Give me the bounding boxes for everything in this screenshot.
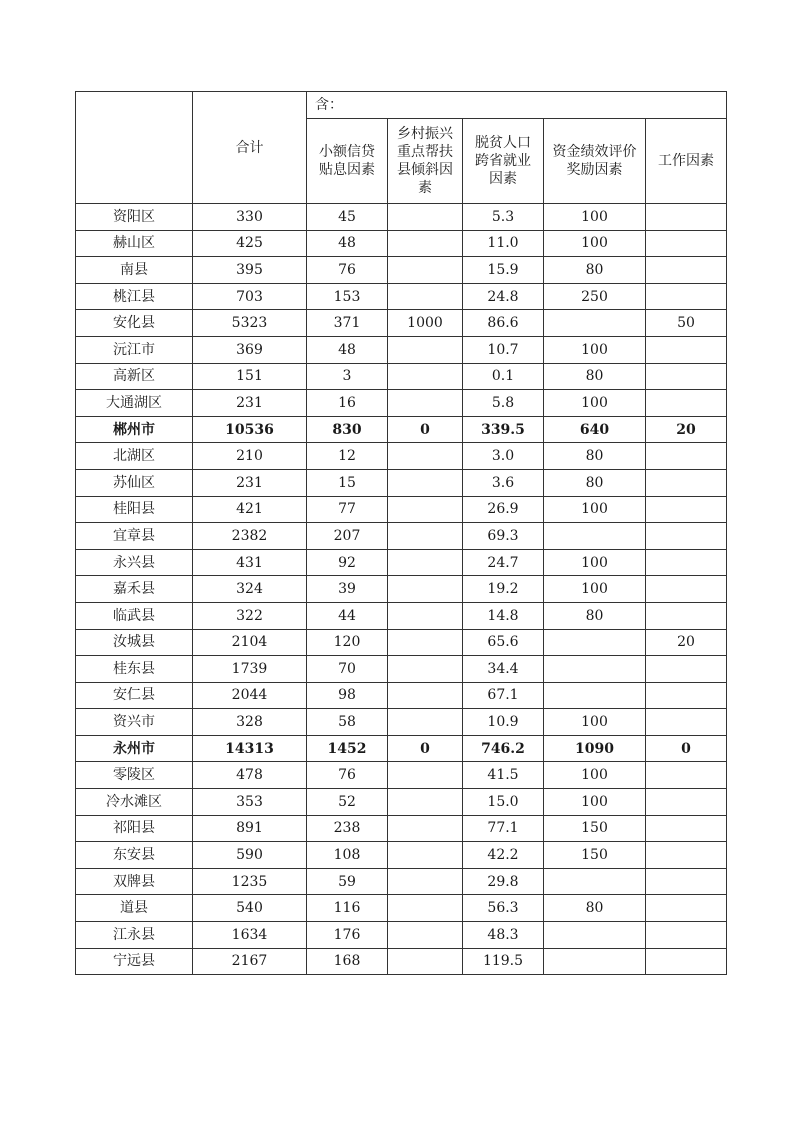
work-factor-cell [646,230,727,257]
cross-province-employment-cell: 26.9 [463,496,544,523]
microcredit-cell: 92 [307,549,388,576]
work-factor-cell [646,762,727,789]
table-row [76,576,727,603]
total-cell: 590 [193,842,307,869]
total-cell: 2167 [193,948,307,975]
cross-province-employment-cell: 69.3 [463,523,544,550]
work-factor-cell: 20 [646,416,727,443]
microcredit-cell: 12 [307,443,388,470]
rural-revitalization-cell [388,789,463,816]
city-subtotal-row [76,735,727,762]
microcredit-cell: 15 [307,469,388,496]
microcredit-cell: 48 [307,230,388,257]
performance-reward-cell [544,523,646,550]
work-factor-cell: 20 [646,629,727,656]
performance-reward-cell: 100 [544,230,646,257]
work-factor-cell: 0 [646,735,727,762]
total-cell: 421 [193,496,307,523]
city-subtotal-row [76,416,727,443]
microcredit-cell: 830 [307,416,388,443]
work-factor-cell [646,842,727,869]
rural-revitalization-cell [388,682,463,709]
performance-reward-cell: 100 [544,549,646,576]
region-cell: 安化县 [76,310,193,337]
performance-reward-cell: 100 [544,576,646,603]
table-row [76,868,727,895]
microcredit-cell: 116 [307,895,388,922]
total-cell: 703 [193,283,307,310]
cross-province-employment-cell: 14.8 [463,602,544,629]
microcredit-cell: 238 [307,815,388,842]
region-cell: 桂东县 [76,656,193,683]
microcredit-cell: 207 [307,523,388,550]
work-factor-cell [646,469,727,496]
performance-reward-cell: 100 [544,709,646,736]
table-row [76,815,727,842]
performance-reward-cell: 150 [544,815,646,842]
table-row [76,204,727,231]
region-cell: 沅江市 [76,336,193,363]
region-cell: 郴州市 [76,416,193,443]
performance-reward-cell: 100 [544,789,646,816]
work-factor-cell [646,709,727,736]
region-cell: 南县 [76,257,193,284]
microcredit-cell: 176 [307,922,388,949]
table-row [76,230,727,257]
microcredit-cell: 58 [307,709,388,736]
rural-revitalization-cell [388,390,463,417]
region-cell: 祁阳县 [76,815,193,842]
cross-province-employment-cell: 41.5 [463,762,544,789]
total-cell: 322 [193,602,307,629]
region-cell: 资阳区 [76,204,193,231]
performance-reward-cell: 150 [544,842,646,869]
total-cell: 540 [193,895,307,922]
rural-revitalization-cell [388,576,463,603]
table-row [76,257,727,284]
region-cell: 大通湖区 [76,390,193,417]
region-cell: 赫山区 [76,230,193,257]
rural-revitalization-cell: 1000 [388,310,463,337]
work-factor-cell [646,576,727,603]
table-row [76,682,727,709]
rural-revitalization-cell [388,283,463,310]
total-cell: 478 [193,762,307,789]
region-cell: 高新区 [76,363,193,390]
total-cell: 210 [193,443,307,470]
cross-province-employment-cell: 42.2 [463,842,544,869]
region-cell: 桃江县 [76,283,193,310]
microcredit-cell: 371 [307,310,388,337]
cross-province-employment-cell: 19.2 [463,576,544,603]
cross-province-employment-cell: 5.8 [463,390,544,417]
microcredit-cell: 45 [307,204,388,231]
cross-province-employment-cell: 29.8 [463,868,544,895]
rural-revitalization-header: 乡村振兴重点帮扶县倾斜因素 [388,119,463,204]
rural-revitalization-cell: 0 [388,735,463,762]
region-cell: 永州市 [76,735,193,762]
total-cell: 353 [193,789,307,816]
microcredit-cell: 76 [307,257,388,284]
table-row [76,629,727,656]
cross-province-employment-cell: 48.3 [463,922,544,949]
performance-reward-cell: 100 [544,390,646,417]
work-factor-cell [646,443,727,470]
work-factor-cell [646,895,727,922]
cross-province-employment-cell: 56.3 [463,895,544,922]
rural-revitalization-cell [388,204,463,231]
allocation-table [75,91,727,975]
total-cell: 2104 [193,629,307,656]
total-cell: 1739 [193,656,307,683]
rural-revitalization-cell [388,656,463,683]
table-row [76,549,727,576]
total-cell: 2382 [193,523,307,550]
microcredit-cell: 108 [307,842,388,869]
performance-reward-cell: 80 [544,257,646,284]
cross-province-employment-cell: 119.5 [463,948,544,975]
performance-reward-cell: 250 [544,283,646,310]
includes-header: 含： [307,92,727,119]
table-row [76,443,727,470]
total-cell: 231 [193,390,307,417]
work-factor-cell [646,257,727,284]
cross-province-employment-cell: 34.4 [463,656,544,683]
rural-revitalization-cell [388,895,463,922]
rural-revitalization-cell [388,523,463,550]
cross-province-employment-cell: 15.9 [463,257,544,284]
work-factor-cell [646,922,727,949]
work-factor-cell: 50 [646,310,727,337]
total-cell: 1235 [193,868,307,895]
rural-revitalization-cell [388,230,463,257]
rural-revitalization-cell [388,709,463,736]
region-cell: 临武县 [76,602,193,629]
performance-reward-cell [544,682,646,709]
total-cell: 369 [193,336,307,363]
table-row [76,363,727,390]
cross-province-employment-cell: 10.9 [463,709,544,736]
work-factor-cell [646,656,727,683]
work-factor-cell [646,549,727,576]
cross-province-employment-cell: 77.1 [463,815,544,842]
performance-reward-cell: 80 [544,469,646,496]
work-factor-cell [646,868,727,895]
total-cell: 395 [193,257,307,284]
rural-revitalization-cell [388,336,463,363]
rural-revitalization-cell [388,842,463,869]
cross-province-employment-cell: 24.7 [463,549,544,576]
microcredit-cell: 39 [307,576,388,603]
table-row [76,922,727,949]
table-row [76,390,727,417]
work-factor-cell [646,789,727,816]
performance-reward-header: 资金绩效评价奖励因素 [544,119,646,204]
table-row [76,496,727,523]
cross-province-employment-cell: 24.8 [463,283,544,310]
region-cell: 宁远县 [76,948,193,975]
cross-province-employment-cell: 339.5 [463,416,544,443]
region-cell: 嘉禾县 [76,576,193,603]
microcredit-cell: 44 [307,602,388,629]
total-cell: 5323 [193,310,307,337]
total-cell: 425 [193,230,307,257]
performance-reward-cell: 80 [544,443,646,470]
cross-province-employment-cell: 746.2 [463,735,544,762]
total-cell: 151 [193,363,307,390]
table-row [76,469,727,496]
table-row [76,656,727,683]
work-factor-cell [646,336,727,363]
microcredit-cell: 70 [307,656,388,683]
table-row [76,948,727,975]
rural-revitalization-cell: 0 [388,416,463,443]
table-row [76,523,727,550]
region-cell: 道县 [76,895,193,922]
performance-reward-cell: 100 [544,204,646,231]
rural-revitalization-cell [388,443,463,470]
table-row [76,762,727,789]
performance-reward-cell: 1090 [544,735,646,762]
work-factor-cell [646,682,727,709]
region-cell: 永兴县 [76,549,193,576]
work-factor-cell [646,496,727,523]
table-row [76,336,727,363]
work-factor-cell [646,815,727,842]
region-cell: 江永县 [76,922,193,949]
cross-province-employment-cell: 5.3 [463,204,544,231]
performance-reward-cell [544,310,646,337]
table-row [76,895,727,922]
performance-reward-cell: 640 [544,416,646,443]
cross-province-employment-cell: 67.1 [463,682,544,709]
rural-revitalization-cell [388,496,463,523]
microcredit-cell: 153 [307,283,388,310]
total-cell: 891 [193,815,307,842]
total-cell: 231 [193,469,307,496]
region-cell: 北湖区 [76,443,193,470]
total-cell: 324 [193,576,307,603]
performance-reward-cell [544,948,646,975]
rural-revitalization-cell [388,868,463,895]
rural-revitalization-cell [388,469,463,496]
total-cell: 2044 [193,682,307,709]
table-row [76,709,727,736]
total-cell: 328 [193,709,307,736]
work-factor-cell [646,204,727,231]
performance-reward-cell: 80 [544,363,646,390]
work-factor-header: 工作因素 [646,119,727,204]
cross-province-employment-cell: 3.6 [463,469,544,496]
cross-province-employment-header: 脱贫人口跨省就业因素 [463,119,544,204]
microcredit-cell: 168 [307,948,388,975]
region-header [76,92,193,204]
work-factor-cell [646,283,727,310]
cross-province-employment-cell: 86.6 [463,310,544,337]
table-row [76,310,727,337]
cross-province-employment-cell: 11.0 [463,230,544,257]
rural-revitalization-cell [388,815,463,842]
total-cell: 330 [193,204,307,231]
performance-reward-cell: 100 [544,496,646,523]
total-cell: 1634 [193,922,307,949]
performance-reward-cell [544,656,646,683]
performance-reward-cell [544,629,646,656]
work-factor-cell [646,948,727,975]
region-cell: 安仁县 [76,682,193,709]
rural-revitalization-cell [388,602,463,629]
region-cell: 资兴市 [76,709,193,736]
cross-province-employment-cell: 0.1 [463,363,544,390]
region-cell: 双牌县 [76,868,193,895]
region-cell: 东安县 [76,842,193,869]
cross-province-employment-cell: 10.7 [463,336,544,363]
region-cell: 零陵区 [76,762,193,789]
performance-reward-cell: 100 [544,762,646,789]
region-cell: 冷水滩区 [76,789,193,816]
microcredit-cell: 77 [307,496,388,523]
table-row [76,789,727,816]
total-cell: 431 [193,549,307,576]
microcredit-cell: 120 [307,629,388,656]
work-factor-cell [646,363,727,390]
table-body [76,204,727,975]
table-row [76,602,727,629]
cross-province-employment-cell: 15.0 [463,789,544,816]
performance-reward-cell [544,868,646,895]
performance-reward-cell [544,922,646,949]
rural-revitalization-cell [388,762,463,789]
cross-province-employment-cell: 3.0 [463,443,544,470]
cross-province-employment-cell: 65.6 [463,629,544,656]
microcredit-cell: 59 [307,868,388,895]
region-cell: 汝城县 [76,629,193,656]
rural-revitalization-cell [388,948,463,975]
work-factor-cell [646,390,727,417]
total-header: 合计 [193,92,307,204]
rural-revitalization-cell [388,363,463,390]
performance-reward-cell: 100 [544,336,646,363]
table-row [76,283,727,310]
microcredit-cell: 48 [307,336,388,363]
total-cell: 14313 [193,735,307,762]
microcredit-cell: 1452 [307,735,388,762]
microcredit-cell: 52 [307,789,388,816]
microcredit-cell: 98 [307,682,388,709]
performance-reward-cell: 80 [544,602,646,629]
work-factor-cell [646,602,727,629]
performance-reward-cell: 80 [544,895,646,922]
rural-revitalization-cell [388,549,463,576]
table-row [76,842,727,869]
rural-revitalization-cell [388,257,463,284]
rural-revitalization-cell [388,629,463,656]
region-cell: 宜章县 [76,523,193,550]
microcredit-header: 小额信贷贴息因素 [307,119,388,204]
work-factor-cell [646,523,727,550]
total-cell: 10536 [193,416,307,443]
region-cell: 苏仙区 [76,469,193,496]
microcredit-cell: 3 [307,363,388,390]
microcredit-cell: 76 [307,762,388,789]
microcredit-cell: 16 [307,390,388,417]
region-cell: 桂阳县 [76,496,193,523]
rural-revitalization-cell [388,922,463,949]
